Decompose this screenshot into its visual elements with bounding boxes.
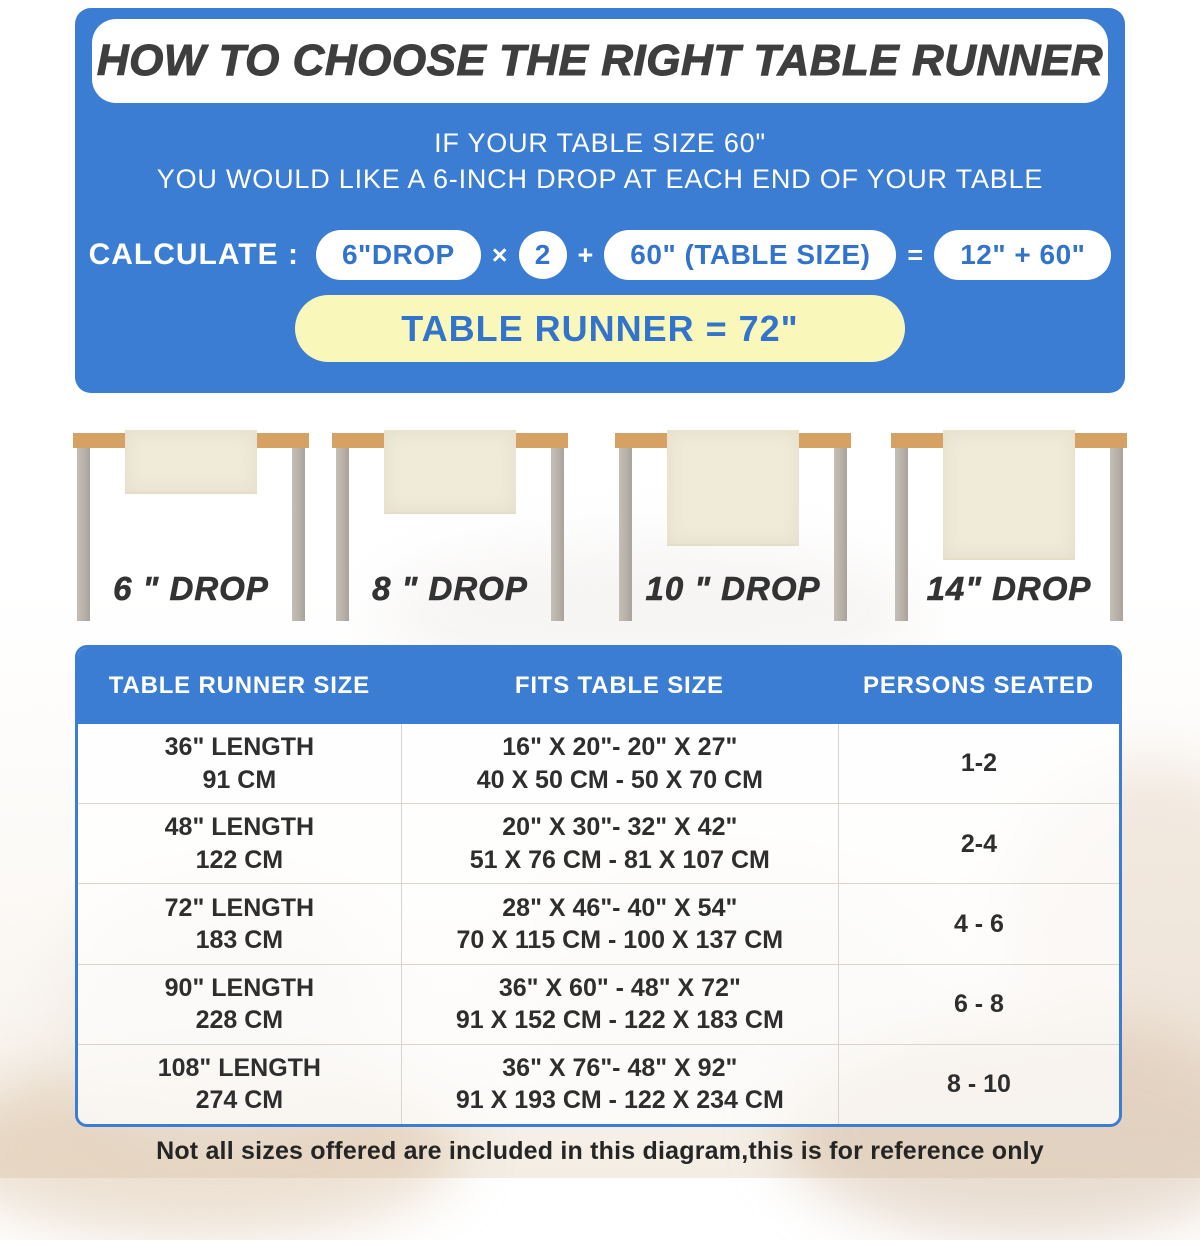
- size-table: [75, 645, 1122, 1127]
- size-row: [78, 724, 1119, 803]
- runner-size-cm: 122 CM: [195, 845, 284, 874]
- persons-cell: 4 - 6: [838, 884, 1119, 963]
- calculation-row: [75, 230, 1125, 280]
- drop-illustrations: [73, 430, 1128, 630]
- sum-expression-pill: 12" + 60": [934, 230, 1111, 280]
- multiply-operator: ×: [491, 239, 508, 270]
- size-table-header: [78, 648, 1119, 724]
- col-header-runner-size: TABLE RUNNER SIZE: [108, 672, 370, 699]
- fits-size-cell: [401, 884, 838, 963]
- subtitle-line-1: IF YOUR TABLE SIZE 60": [434, 128, 766, 158]
- runner-size-cm: 183 CM: [195, 926, 284, 954]
- fits-size-cell: [401, 1045, 838, 1124]
- plus-operator: +: [577, 239, 594, 270]
- drop-label: 14" DROP: [926, 570, 1092, 607]
- runner-size-inches: 72" LENGTH: [164, 893, 315, 922]
- runner-size-cm: 228 CM: [195, 1006, 284, 1035]
- runner-size-inches: 36" LENGTH: [164, 733, 315, 762]
- size-row: [78, 1044, 1119, 1124]
- persons-cell: 2-4: [838, 804, 1119, 883]
- fits-size-cell: [401, 804, 838, 883]
- hero-panel: [75, 8, 1125, 393]
- runner-size-cm: 274 CM: [195, 1086, 284, 1115]
- drop-value-pill: 6"DROP: [316, 230, 481, 280]
- size-row: [78, 883, 1119, 963]
- drop-label: 8 " DROP: [372, 570, 528, 607]
- footer-note: Not all sizes offered are included in this diagram,this is for reference only: [156, 1137, 1044, 1165]
- size-row: [78, 803, 1119, 883]
- table-illustration-10in: [615, 430, 851, 630]
- multiplier-badge: 2: [519, 231, 567, 279]
- runner-size-cell: [78, 965, 401, 1044]
- runner-drape: [125, 430, 257, 494]
- title-box: [92, 19, 1108, 103]
- persons-cell: 1-2: [838, 724, 1119, 803]
- col-header-persons: PERSONS SEATED: [863, 672, 1094, 699]
- drop-label: 10 " DROP: [645, 570, 821, 607]
- runner-drape: [384, 430, 516, 514]
- fits-size-cell: [401, 724, 838, 803]
- size-row: [78, 964, 1119, 1044]
- table-illustration-6in: [73, 430, 309, 630]
- subtitle-line-2: YOU WOULD LIKE A 6-INCH DROP AT EACH END OF YOUR TABLE: [156, 164, 1044, 194]
- size-table-body: [78, 724, 1119, 1124]
- fits-size-cm: 40 X 50 CM - 50 X 70 CM: [476, 765, 763, 794]
- fits-size-cm: 91 X 152 CM - 122 X 183 CM: [455, 1006, 784, 1035]
- page-title: HOW TO CHOOSE THE RIGHT TABLE RUNNER: [96, 36, 1104, 85]
- runner-size-inches: 90" LENGTH: [164, 973, 315, 1002]
- fits-size-inches: 36" X 76"- 48" X 92": [502, 1053, 738, 1082]
- fits-size-inches: 28" X 46"- 40" X 54": [502, 893, 738, 922]
- fits-size-inches: 16" X 20"- 20" X 27": [502, 733, 738, 762]
- persons-cell: 6 - 8: [838, 965, 1119, 1044]
- persons-cell: 8 - 10: [838, 1045, 1119, 1124]
- fits-size-inches: 36" X 60" - 48" X 72": [498, 973, 741, 1002]
- runner-size-cm: 91 CM: [202, 765, 277, 794]
- equals-operator: =: [907, 239, 924, 270]
- runner-size-cell: [78, 804, 401, 883]
- fits-size-inches: 20" X 30"- 32" X 42": [502, 813, 738, 842]
- table-illustration-8in: [332, 430, 568, 630]
- table-illustration-14in: [891, 430, 1127, 630]
- fits-size-cm: 51 X 76 CM - 81 X 107 CM: [469, 845, 770, 874]
- table-size-pill: 60" (TABLE SIZE): [604, 230, 896, 280]
- runner-size-cell: [78, 884, 401, 963]
- fits-size-cm: 70 X 115 CM - 100 X 137 CM: [456, 926, 784, 954]
- col-header-fits-size: FITS TABLE SIZE: [514, 672, 724, 699]
- runner-size-inches: 48" LENGTH: [164, 813, 315, 842]
- runner-size-cell: [78, 1045, 401, 1124]
- calculate-label: CALCULATE :: [88, 238, 299, 271]
- runner-size-cell: [78, 724, 401, 803]
- runner-size-inches: 108" LENGTH: [157, 1053, 321, 1082]
- runner-drape: [943, 430, 1075, 560]
- fits-size-cm: 91 X 193 CM - 122 X 234 CM: [455, 1086, 784, 1115]
- drop-label: 6 " DROP: [113, 570, 269, 607]
- result-pill: TABLE RUNNER = 72": [295, 295, 905, 362]
- fits-size-cell: [401, 965, 838, 1044]
- runner-drape: [667, 430, 799, 546]
